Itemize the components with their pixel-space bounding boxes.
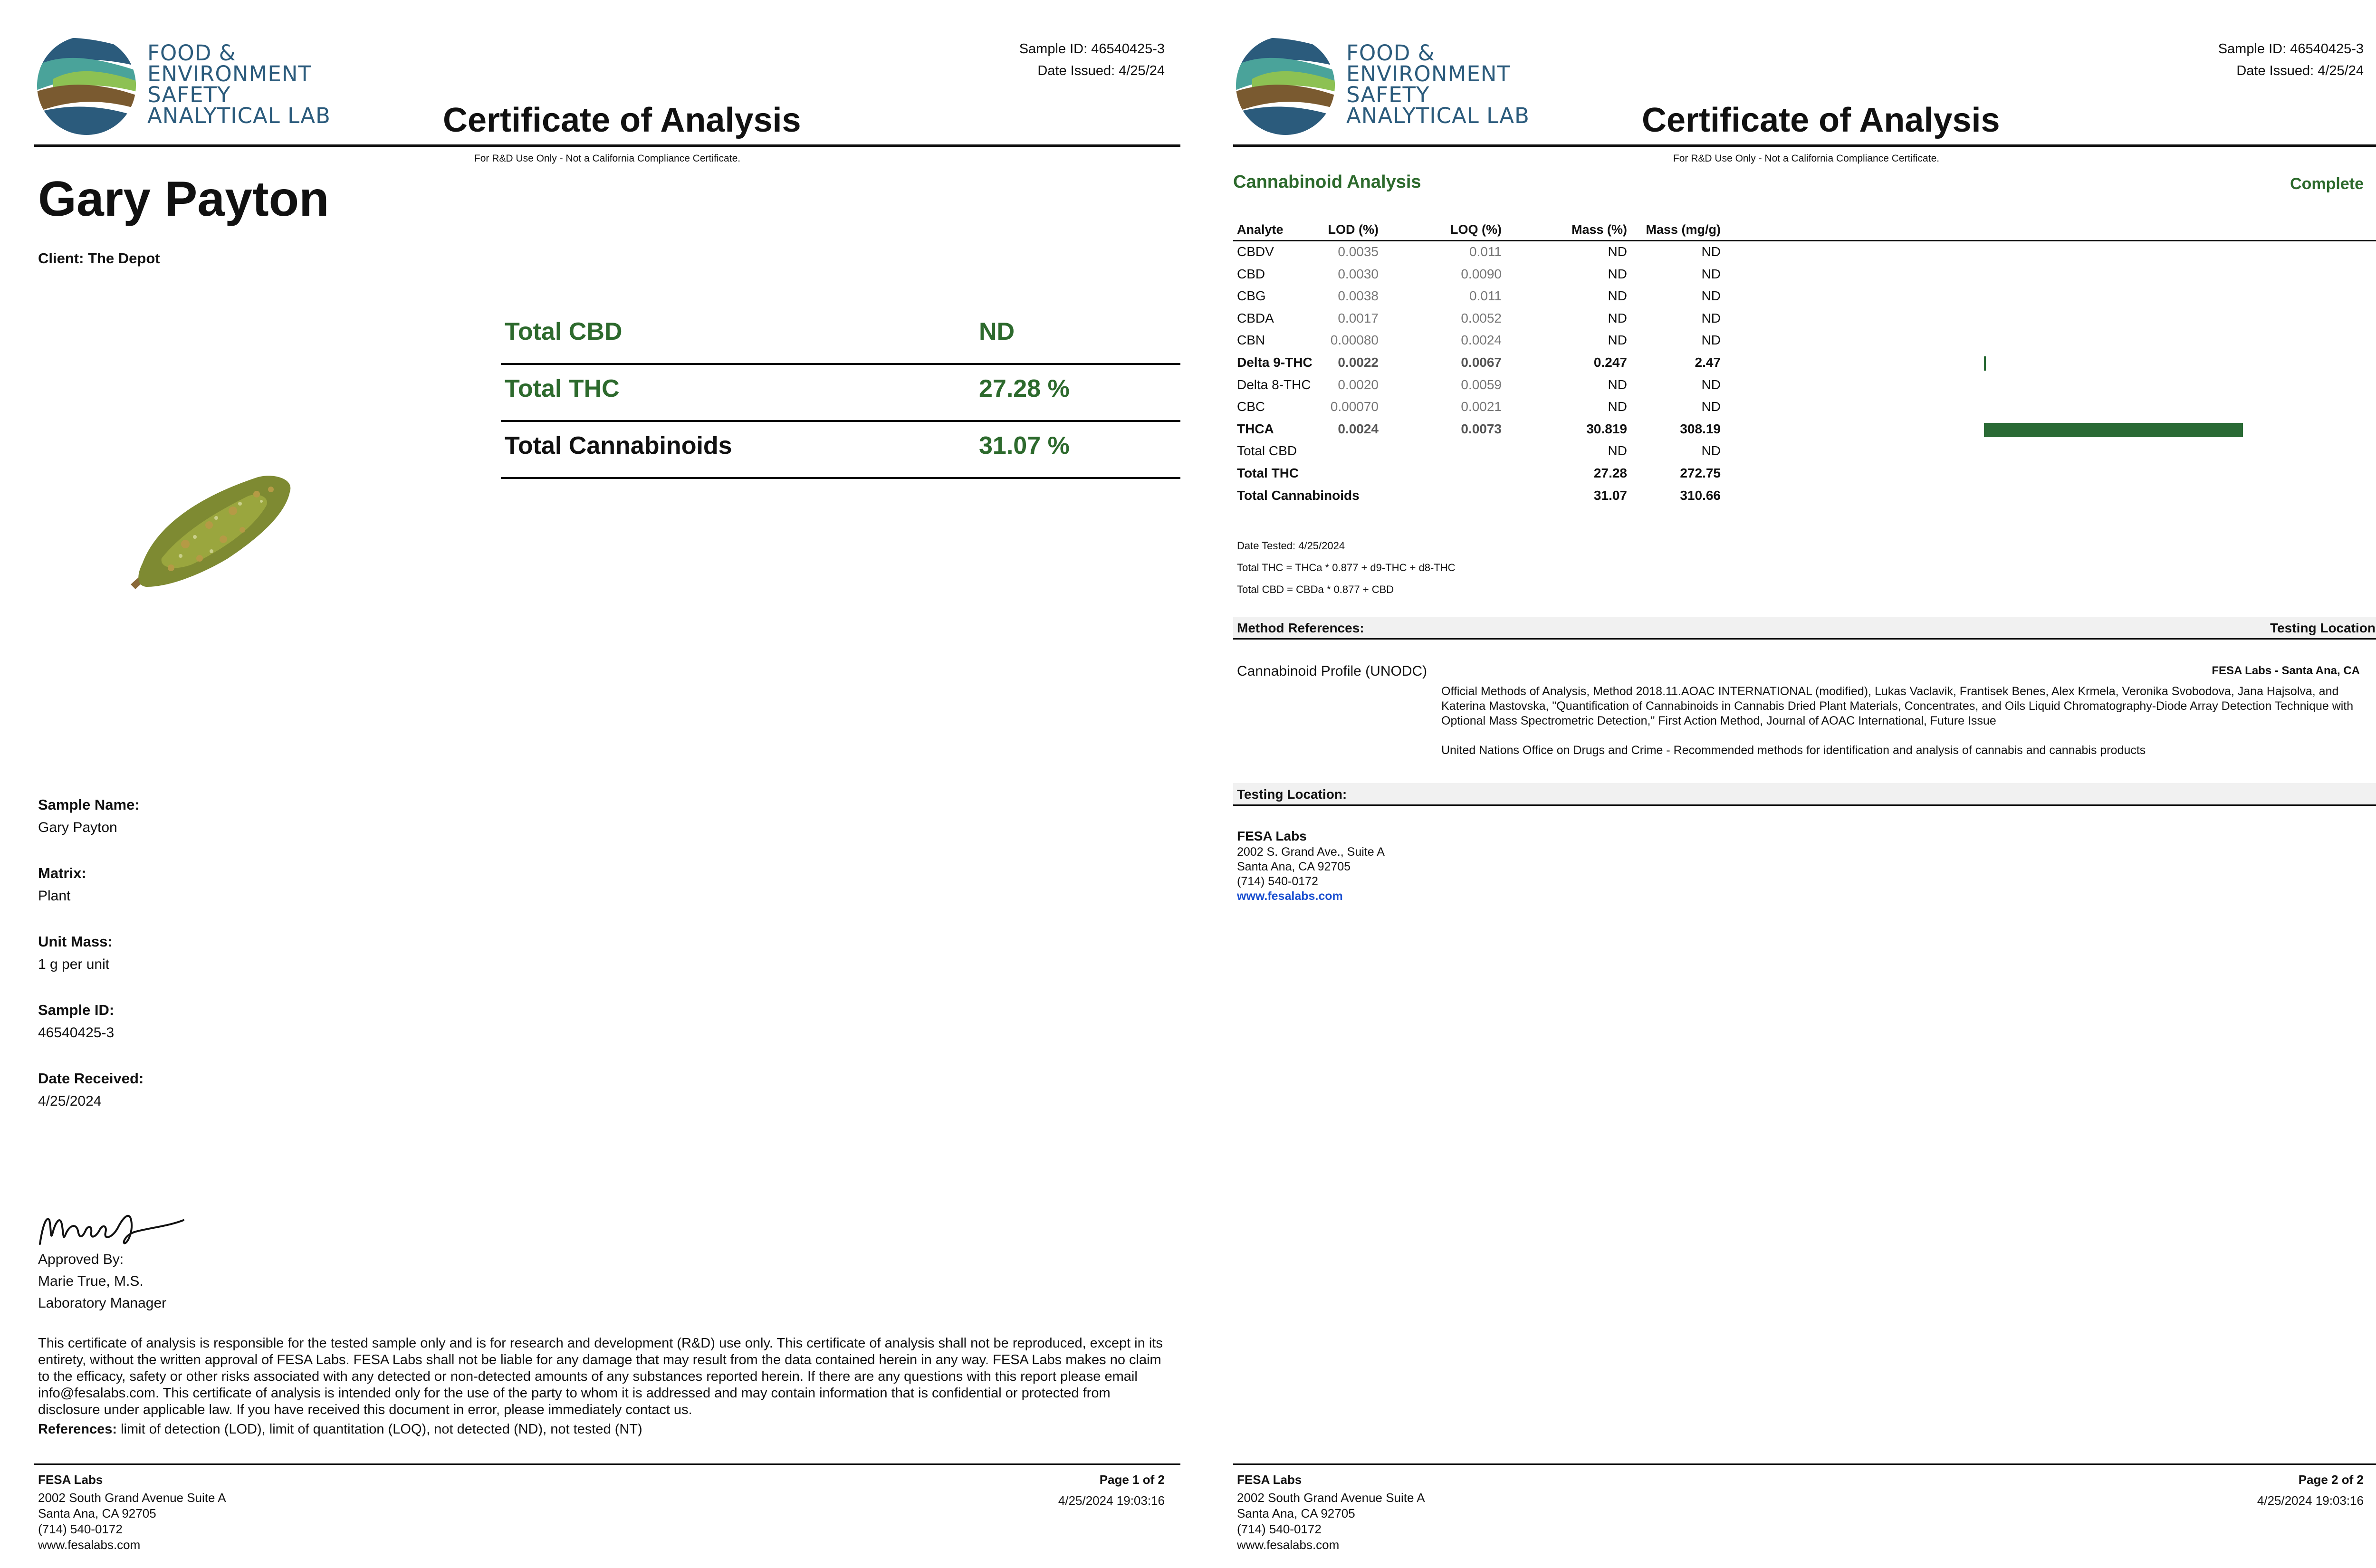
approval-block bbox=[38, 1249, 166, 1314]
method-reference-unodc: United Nations Office on Drugs and Crime - Recommended methods for identification and analysis of cannabis and cannabis products bbox=[1441, 744, 2146, 757]
info-sample-id bbox=[38, 999, 323, 1067]
cell-loq: 0.011 bbox=[1469, 244, 1502, 259]
cell-mass-mg: ND bbox=[1701, 310, 1721, 325]
rnd-note: For R&D Use Only - Not a California Compliance Certificate. bbox=[474, 153, 741, 164]
sample-header bbox=[2218, 38, 2364, 82]
footer-phone: (714) 540-0172 bbox=[38, 1522, 123, 1536]
date-issued-header: Date Issued: 4/25/24 bbox=[2236, 63, 2364, 78]
references-text: limit of detection (LOD), limit of quantitation (LOQ), not detected (ND), not tested (NT) bbox=[117, 1422, 642, 1437]
cell-mass-pct: 31.07 bbox=[1593, 488, 1627, 503]
totals-summary bbox=[501, 308, 1180, 479]
client-product-name: Gary Payton bbox=[38, 172, 329, 227]
certificate-title: Certificate of Analysis bbox=[1642, 101, 2000, 139]
cell-lod: 0.0022 bbox=[1338, 354, 1379, 370]
testing-lab-name: FESA Labs bbox=[1237, 829, 1307, 843]
logo-line-4: ANALYTICAL LAB bbox=[1346, 103, 1530, 128]
method-references-label: Method References: bbox=[1237, 621, 1364, 635]
cell-lod: 0.0035 bbox=[1338, 244, 1379, 259]
cell-mass-pct: ND bbox=[1608, 443, 1627, 459]
page-number: Page 1 of 2 bbox=[1099, 1472, 1165, 1487]
table-row bbox=[1233, 374, 2376, 397]
logo-line-4: ANALYTICAL LAB bbox=[147, 103, 331, 128]
analysis-status: Complete bbox=[2290, 175, 2364, 193]
footer-page-info bbox=[2257, 1469, 2364, 1511]
cell-analyte: CBG bbox=[1237, 288, 1266, 304]
col-mass-mg: Mass (mg/g) bbox=[1646, 222, 1721, 237]
cell-lod: 0.0030 bbox=[1338, 266, 1379, 281]
info-unit-mass bbox=[38, 930, 323, 999]
footer-divider bbox=[1233, 1463, 2376, 1465]
cell-mass-pct: ND bbox=[1608, 288, 1627, 304]
col-lod: LOD (%) bbox=[1328, 222, 1379, 237]
footer-website: www.fesalabs.com bbox=[1237, 1538, 1340, 1552]
footer-address-line-2: Santa Ana, CA 92705 bbox=[1237, 1506, 1355, 1520]
table-row bbox=[1233, 330, 2376, 352]
footer-address bbox=[1237, 1469, 1425, 1553]
total-cannabinoids-label: Total Cannabinoids bbox=[505, 432, 732, 459]
footer-address-line-1: 2002 South Grand Avenue Suite A bbox=[1237, 1491, 1425, 1505]
sample-info bbox=[38, 794, 323, 1136]
total-cannabinoids-row bbox=[501, 422, 1180, 479]
cell-mass-mg: ND bbox=[1701, 377, 1721, 392]
info-value: 4/25/2024 bbox=[38, 1093, 102, 1109]
references-label: References: bbox=[38, 1422, 117, 1437]
cell-mass-mg: ND bbox=[1701, 266, 1721, 281]
testing-location-address bbox=[1237, 828, 1385, 904]
cell-loq: 0.0090 bbox=[1461, 266, 1502, 281]
footer-divider bbox=[34, 1463, 1180, 1465]
footer-phone: (714) 540-0172 bbox=[1237, 1522, 1322, 1536]
info-key: Matrix: bbox=[38, 865, 86, 881]
cannabis-flower-photo bbox=[114, 444, 314, 606]
col-analyte: Analyte bbox=[1237, 222, 1284, 237]
fesa-logo bbox=[34, 33, 329, 143]
rnd-note: For R&D Use Only - Not a California Compliance Certificate. bbox=[1673, 153, 1940, 164]
info-value: Plant bbox=[38, 888, 71, 904]
col-mass-pct: Mass (%) bbox=[1571, 222, 1627, 237]
cell-analyte: Total Cannabinoids bbox=[1237, 488, 1360, 503]
sample-header bbox=[1019, 38, 1165, 82]
cell-mass-pct: 27.28 bbox=[1593, 465, 1627, 480]
references-line bbox=[38, 1422, 642, 1437]
cell-loq: 0.011 bbox=[1469, 288, 1502, 304]
total-thc-row bbox=[501, 365, 1180, 422]
footer-lab-name: FESA Labs bbox=[38, 1472, 103, 1487]
cell-loq: 0.0052 bbox=[1461, 310, 1502, 325]
testing-location-band bbox=[1233, 783, 2376, 806]
info-date-received bbox=[38, 1067, 323, 1136]
info-value: Gary Payton bbox=[38, 820, 117, 835]
cell-mass-mg: 2.47 bbox=[1695, 354, 1721, 370]
testing-phone: (714) 540-0172 bbox=[1237, 875, 1318, 888]
cell-mass-pct: ND bbox=[1608, 333, 1627, 348]
testing-location-label: Testing Location bbox=[2270, 621, 2376, 635]
cell-loq: 0.0067 bbox=[1461, 354, 1502, 370]
approver-signature bbox=[36, 1201, 188, 1253]
fesa-logo-emblem-icon bbox=[34, 33, 139, 138]
cell-loq: 0.0024 bbox=[1461, 333, 1502, 348]
cell-mass-mg: ND bbox=[1701, 443, 1721, 459]
cell-mass-mg: ND bbox=[1701, 288, 1721, 304]
table-row bbox=[1233, 241, 2376, 264]
cell-analyte: Total THC bbox=[1237, 465, 1299, 480]
table-body bbox=[1233, 241, 2376, 507]
cell-lod: 0.0024 bbox=[1338, 421, 1379, 436]
info-matrix bbox=[38, 862, 323, 930]
cell-mass-mg: 308.19 bbox=[1680, 421, 1721, 436]
cell-mass-mg: ND bbox=[1701, 244, 1721, 259]
cell-mass-pct: 0.247 bbox=[1593, 354, 1627, 370]
certificate-title: Certificate of Analysis bbox=[443, 101, 801, 139]
cell-analyte: CBDV bbox=[1237, 244, 1274, 259]
total-thc-value: 27.28 % bbox=[979, 375, 1070, 402]
cell-mass-mg: 310.66 bbox=[1680, 488, 1721, 503]
table-row bbox=[1233, 463, 2376, 485]
table-row bbox=[1233, 286, 2376, 308]
info-sample-name bbox=[38, 794, 323, 862]
logo-line-3: SAFETY bbox=[147, 82, 231, 107]
cell-mass-pct: ND bbox=[1608, 399, 1627, 414]
coa-page-2 bbox=[1199, 0, 2376, 1568]
table-row bbox=[1233, 396, 2376, 419]
method-location: FESA Labs - Santa Ana, CA bbox=[2212, 664, 2360, 677]
report-timestamp: 4/25/2024 19:03:16 bbox=[1058, 1493, 1165, 1508]
footer-website: www.fesalabs.com bbox=[38, 1538, 141, 1552]
table-row bbox=[1233, 308, 2376, 330]
footer-page-info bbox=[1058, 1469, 1165, 1511]
testing-address-line-1: 2002 S. Grand Ave., Suite A bbox=[1237, 845, 1385, 859]
cell-mass-pct: 30.819 bbox=[1586, 421, 1627, 436]
info-key: Sample ID: bbox=[38, 1002, 115, 1018]
table-row bbox=[1233, 264, 2376, 286]
method-references-band bbox=[1233, 617, 2376, 640]
cell-lod: 0.0020 bbox=[1338, 377, 1379, 392]
header-divider bbox=[34, 144, 1180, 147]
cell-loq: 0.0059 bbox=[1461, 377, 1502, 392]
table-header bbox=[1233, 220, 2376, 241]
cell-mass-pct: ND bbox=[1608, 266, 1627, 281]
mass-bar bbox=[1984, 423, 2243, 437]
cannabinoid-analysis-title: Cannabinoid Analysis bbox=[1233, 172, 1421, 192]
footer-address-line-2: Santa Ana, CA 92705 bbox=[38, 1506, 156, 1520]
cell-lod: 0.0017 bbox=[1338, 310, 1379, 325]
total-thc-formula: Total THC = THCa * 0.877 + d9-THC + d8-THC bbox=[1237, 562, 1456, 574]
logo-line-1: FOOD & bbox=[1346, 40, 1435, 66]
cell-analyte: Delta 9-THC bbox=[1237, 354, 1313, 370]
cell-analyte: THCA bbox=[1237, 421, 1274, 436]
approver-title: Laboratory Manager bbox=[38, 1295, 167, 1311]
report-timestamp: 4/25/2024 19:03:16 bbox=[2257, 1493, 2364, 1508]
logo-line-2: ENVIRONMENT bbox=[147, 61, 312, 86]
cell-analyte: Total CBD bbox=[1237, 443, 1297, 459]
testing-website-link[interactable]: www.fesalabs.com bbox=[1237, 889, 1343, 903]
analysis-notes bbox=[1237, 535, 1456, 601]
info-value: 46540425-3 bbox=[38, 1025, 115, 1041]
cell-mass-mg: 272.75 bbox=[1680, 465, 1721, 480]
sample-id-header: Sample ID: 46540425-3 bbox=[2218, 41, 2364, 57]
testing-address-line-2: Santa Ana, CA 92705 bbox=[1237, 860, 1351, 873]
cell-mass-pct: ND bbox=[1608, 310, 1627, 325]
cell-lod: 0.0038 bbox=[1338, 288, 1379, 304]
disclaimer-text: This certificate of analysis is responsible for the tested sample only and is for research and development (R&D) use only. This certificate of analysis shall not be reproduced, except in its entirety, without the written approval of FESA Labs. FESA Labs shall not be liable for any damage that may result from the data contained herein in any way. FESA Labs makes no claim to the efficacy, safety or other risks associated with any detected or non-detected amounts of any substances reported herein. If there are any questions with this report please email info@fesalabs.com. This certificate of analysis is intended only for the use of the party to whom it is addressed and may contain information that is confidential or protected from disclosure under applicable law. If you have received this document in error, please immediately contact us. bbox=[38, 1336, 1163, 1417]
cell-loq: 0.0021 bbox=[1461, 399, 1502, 414]
info-key: Date Received: bbox=[38, 1070, 144, 1087]
logo-line-2: ENVIRONMENT bbox=[1346, 61, 1511, 86]
cell-mass-pct: ND bbox=[1608, 377, 1627, 392]
header-divider bbox=[1233, 144, 2376, 147]
info-key: Sample Name: bbox=[38, 796, 140, 813]
client-line: Client: The Depot bbox=[38, 250, 160, 267]
footer-address-line-1: 2002 South Grand Avenue Suite A bbox=[38, 1491, 226, 1505]
fesa-logo-emblem-icon bbox=[1233, 33, 1338, 138]
method-reference-aoac: Official Methods of Analysis, Method 2018.11.AOAC INTERNATIONAL (modified), Lukas Vaclavik, Frantisek Benes, Alex Krmela, Veronika Svobodova, Jana Hajsolva, and Katerina Mastovska, "Quantification of Cannabinoids in Cannabis Dried Plant Materials, Concentrates, and Oils Liquid Chromatography-Diode Array Detection Technique with Optional Mass Spectrometric Detection," First Action Method, Journal of AOAC International, Future Issue bbox=[1441, 685, 2354, 727]
date-tested: Date Tested: 4/25/2024 bbox=[1237, 540, 1345, 552]
cell-mass-pct: ND bbox=[1608, 244, 1627, 259]
approver-name: Marie True, M.S. bbox=[38, 1273, 144, 1289]
table-row bbox=[1233, 440, 2376, 463]
cell-analyte: CBDA bbox=[1237, 310, 1274, 325]
cell-lod: 0.00070 bbox=[1330, 399, 1379, 414]
fesa-logo bbox=[1233, 33, 1528, 143]
page-number: Page 2 of 2 bbox=[2298, 1472, 2364, 1487]
footer-address bbox=[38, 1469, 226, 1553]
cell-analyte: CBD bbox=[1237, 266, 1265, 281]
sample-id-header: Sample ID: 46540425-3 bbox=[1019, 41, 1165, 57]
total-thc-label: Total THC bbox=[505, 375, 620, 402]
total-cbd-value: ND bbox=[979, 318, 1015, 345]
col-loq: LOQ (%) bbox=[1450, 222, 1502, 237]
cell-analyte: Delta 8-THC bbox=[1237, 377, 1311, 392]
cell-mass-mg: ND bbox=[1701, 399, 1721, 414]
date-issued-header: Date Issued: 4/25/24 bbox=[1037, 63, 1165, 78]
total-cbd-formula: Total CBD = CBDa * 0.877 + CBD bbox=[1237, 583, 1394, 595]
cell-analyte: CBN bbox=[1237, 333, 1265, 348]
cannabinoid-table bbox=[1233, 220, 2376, 507]
table-row bbox=[1233, 352, 2376, 374]
table-row bbox=[1233, 419, 2376, 441]
info-key: Unit Mass: bbox=[38, 933, 113, 950]
total-cbd-label: Total CBD bbox=[505, 318, 623, 345]
total-cbd-row bbox=[501, 308, 1180, 365]
approved-by-label: Approved By: bbox=[38, 1252, 124, 1267]
testing-location-heading: Testing Location: bbox=[1237, 787, 1347, 802]
mass-bar bbox=[1984, 356, 1986, 371]
cell-analyte: CBC bbox=[1237, 399, 1265, 414]
method-name: Cannabinoid Profile (UNODC) bbox=[1237, 663, 1428, 679]
logo-line-1: FOOD & bbox=[147, 40, 236, 66]
cell-mass-mg: ND bbox=[1701, 333, 1721, 348]
total-cannabinoids-value: 31.07 % bbox=[979, 432, 1070, 459]
cell-lod: 0.00080 bbox=[1330, 333, 1379, 348]
footer-lab-name: FESA Labs bbox=[1237, 1472, 1302, 1487]
info-value: 1 g per unit bbox=[38, 956, 110, 972]
table-row bbox=[1233, 485, 2376, 507]
logo-line-3: SAFETY bbox=[1346, 82, 1430, 107]
cell-loq: 0.0073 bbox=[1461, 421, 1502, 436]
